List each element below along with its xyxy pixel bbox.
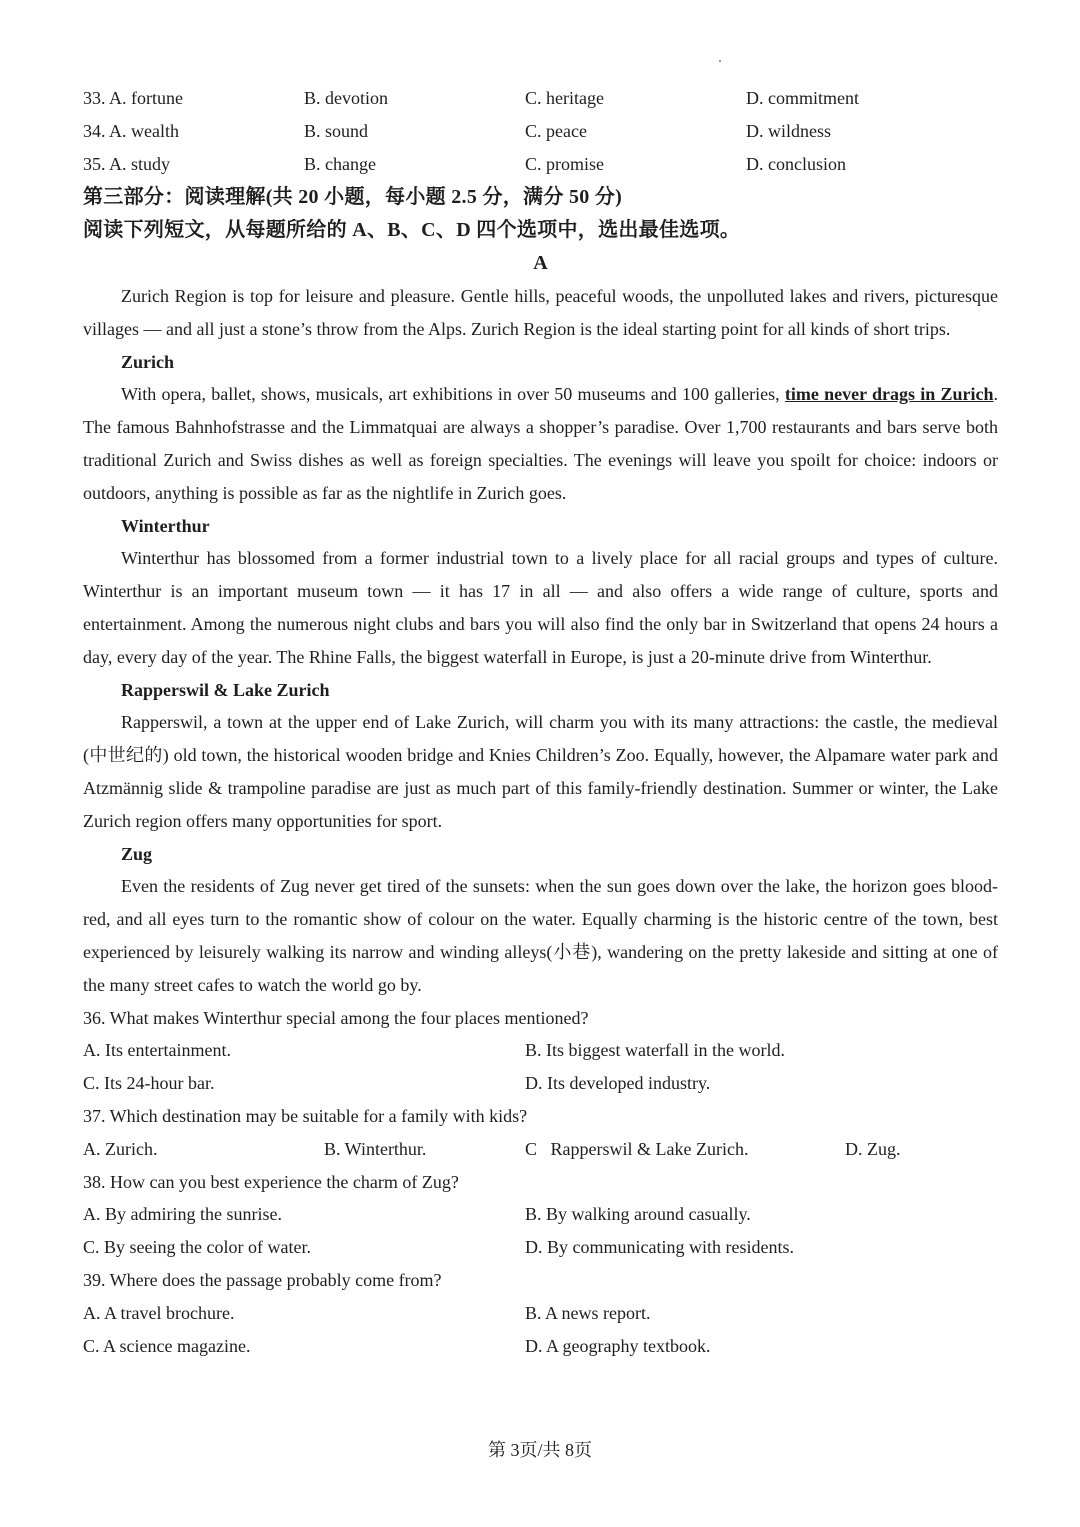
heading-zug: Zug bbox=[121, 843, 153, 864]
heading-rapperswil: Rapperswil & Lake Zurich bbox=[121, 679, 330, 700]
option-d: D. conclusion bbox=[746, 154, 846, 174]
question-39-options-row1 bbox=[83, 1297, 998, 1330]
option-a: 34. A. wealth bbox=[83, 121, 179, 141]
vocab-row-35 bbox=[83, 148, 998, 181]
option-a: A. Zurich. bbox=[83, 1138, 158, 1159]
question-39: 39. Where does the passage probably come from? bbox=[83, 1269, 442, 1290]
intro-paragraph: Zurich Region is top for leisure and pleasure. Gentle hills, peaceful woods, the unpolluted lakes and rivers, picturesque villages — and all just a stone’s throw from the Alps. Zurich Region is the ideal starting point for all kinds of short trips. bbox=[83, 286, 998, 339]
option-d: D. wildness bbox=[746, 121, 831, 141]
vocab-row-34 bbox=[83, 115, 998, 148]
option-d: D. commitment bbox=[746, 88, 859, 108]
question-37-options bbox=[83, 1133, 998, 1166]
vocab-row-33 bbox=[83, 82, 998, 115]
option-d: D. Zug. bbox=[845, 1138, 901, 1159]
option-a: A. A travel brochure. bbox=[83, 1302, 235, 1323]
winterthur-paragraph: Winterthur has blossomed from a former industrial town to a lively place for all racial groups and types of culture. Winterthur is an important museum town — it has 17 in all — and also offers a wide range of culture, sports and entertainment. Among the numerous night clubs and bars you will also find the only bar in Switzerland that opens 24 hours a day, every day of the year. The Rhine Falls, the biggest waterfall in Europe, is just a 20-minute drive from Winterthur. bbox=[83, 548, 998, 667]
option-c: C. A science magazine. bbox=[83, 1335, 251, 1356]
section-title: 第三部分：阅读理解(共 20 小题，每小题 2.5 分，满分 50 分) bbox=[83, 186, 623, 208]
option-b: B. devotion bbox=[304, 88, 388, 108]
question-36-options-row2 bbox=[83, 1067, 998, 1100]
question-36: 36. What makes Winterthur special among the four places mentioned? bbox=[83, 1007, 589, 1028]
option-b: B. By walking around casually. bbox=[525, 1204, 751, 1225]
passage-letter: A bbox=[533, 252, 548, 274]
underlined-phrase: time never drags in Zurich bbox=[784, 384, 994, 405]
option-b: B. Its biggest waterfall in the world. bbox=[525, 1040, 785, 1061]
zurich-paragraph bbox=[83, 378, 998, 509]
exam-page bbox=[83, 82, 998, 1362]
question-38: 38. How can you best experience the charm of Zug? bbox=[83, 1171, 459, 1192]
option-b: B. Winterthur. bbox=[324, 1138, 427, 1159]
zurich-text-pre: With opera, ballet, shows, musicals, art exhibitions in over 50 museums and 100 galleries, bbox=[121, 384, 785, 405]
question-36-options-row1 bbox=[83, 1034, 998, 1067]
option-c: C. peace bbox=[525, 121, 587, 141]
question-38-options-row2 bbox=[83, 1231, 998, 1264]
question-39-options-row2 bbox=[83, 1330, 998, 1363]
option-d: D. A geography textbook. bbox=[525, 1335, 711, 1356]
zurich-text-post: . The famous Bahnhofstrasse and the Limmatquai are always a shopper’s paradise. Over 1,700 restaurants and bars serve both traditional Zurich and Swiss dishes as well as foreign specialties. The evenings will leave you spoilt for choice: indoors or outdoors, anything is possible as far as the nightlife in Zurich goes. bbox=[83, 384, 999, 503]
option-d: D. Its developed industry. bbox=[525, 1073, 711, 1094]
option-c: C. Its 24-hour bar. bbox=[83, 1073, 215, 1094]
rapperswil-paragraph: Rapperswil, a town at the upper end of Lake Zurich, will charm you with its many attractions: the castle, the medieval (中世纪的) old town, the historical wooden bridge and Knies Children’s Zoo. Equally, however, the Alpamare water park and Atzmännig slide & trampoline paradise are just as much part of this family-friendly destination. Summer or winter, the Lake Zurich region offers many opportunities for sport. bbox=[83, 712, 998, 831]
heading-winterthur: Winterthur bbox=[121, 515, 210, 536]
option-b: B. A news report. bbox=[525, 1302, 651, 1323]
option-b: B. sound bbox=[304, 121, 369, 141]
option-c: C. By seeing the color of water. bbox=[83, 1237, 311, 1258]
option-b: B. change bbox=[304, 154, 376, 174]
option-a: 35. A. study bbox=[83, 154, 171, 174]
option-c: C Rapperswil & Lake Zurich. bbox=[525, 1138, 749, 1159]
page-footer: 第 3页/共 8页 bbox=[487, 1440, 592, 1460]
option-d: D. By communicating with residents. bbox=[525, 1237, 794, 1258]
question-37: 37. Which destination may be suitable for a family with kids? bbox=[83, 1105, 528, 1126]
option-c: C. promise bbox=[525, 154, 604, 174]
question-38-options-row1 bbox=[83, 1198, 998, 1231]
zug-paragraph: Even the residents of Zug never get tired of the sunsets: when the sun goes down over the lake, the horizon goes blood-red, and all eyes turn to the romantic show of colour on the water. Equally charming is the historic centre of the town, best experienced by leisurely walking its narrow and winding alleys(小巷), wandering on the pretty lakeside and sitting at one of the many street cafes to watch the world go by. bbox=[83, 876, 998, 995]
option-c: C. heritage bbox=[525, 88, 604, 108]
heading-zurich: Zurich bbox=[121, 351, 175, 372]
option-a: 33. A. fortune bbox=[83, 88, 183, 108]
option-a: A. By admiring the sunrise. bbox=[83, 1204, 282, 1225]
scan-dot bbox=[719, 60, 721, 62]
section-instruction: 阅读下列短文，从每题所给的 A、B、C、D 四个选项中，选出最佳选项。 bbox=[83, 219, 741, 241]
option-a: A. Its entertainment. bbox=[83, 1040, 231, 1061]
